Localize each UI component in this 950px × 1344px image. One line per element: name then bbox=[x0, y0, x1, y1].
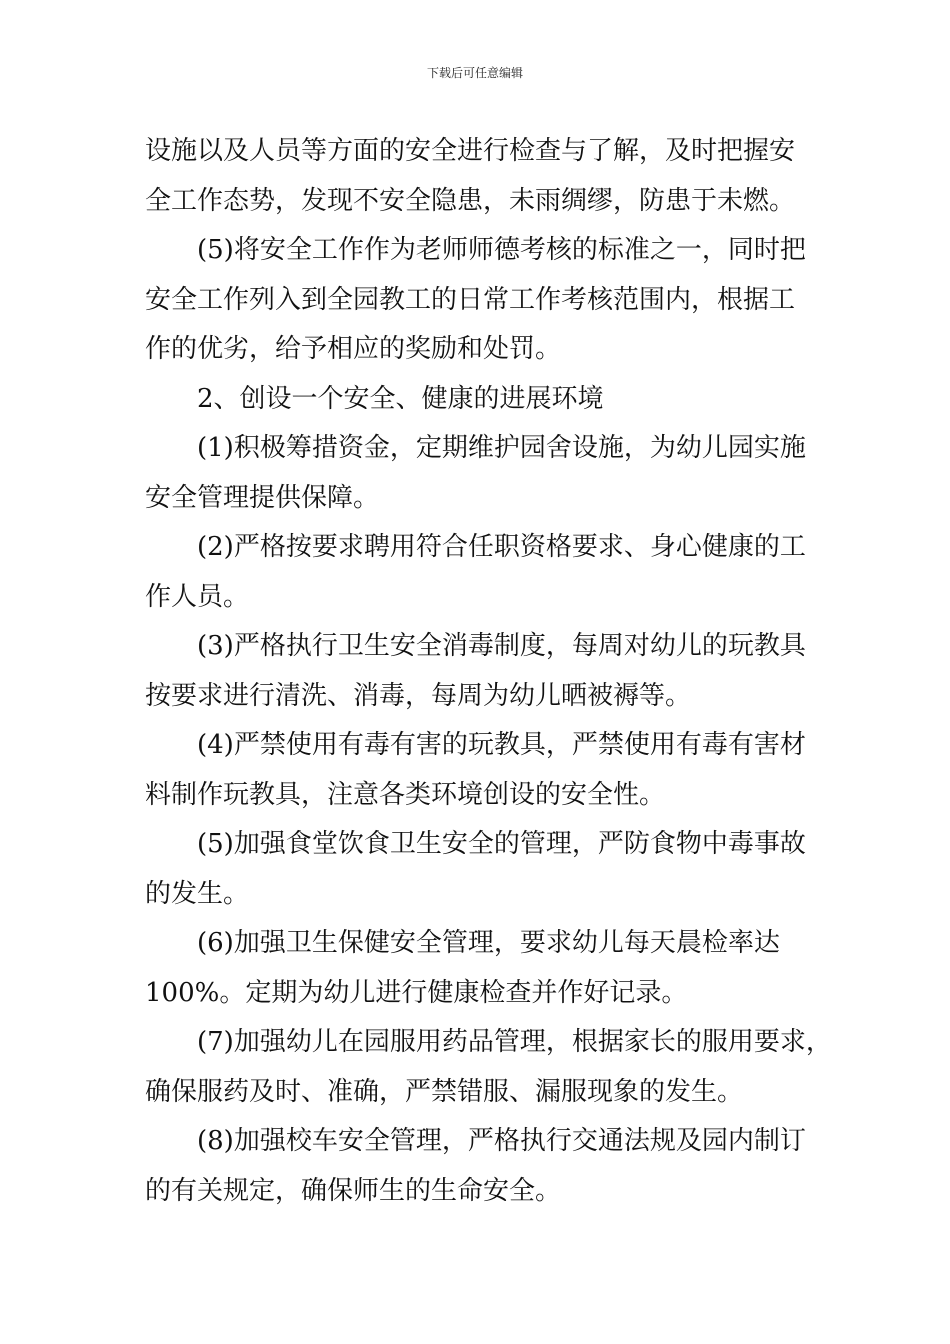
page-header: 下载后可任意编辑 bbox=[426, 66, 523, 80]
text-line: 100%。定期为幼儿进行健康检查并作好记录。 bbox=[145, 977, 688, 1008]
text-line: 安全工作列入到全园教工的日常工作考核范围内，根据工 bbox=[145, 284, 796, 315]
text-line: 全工作态势，发现不安全隐患，未雨绸缪，防患于未燃。 bbox=[145, 185, 796, 216]
text-line: 作的优劣，给予相应的奖励和处罚。 bbox=[145, 334, 562, 364]
text-line: (5)将安全工作作为老师师德考核的标准之一，同时把 bbox=[197, 235, 806, 265]
text-line: 按要求进行清洗、消毒，每周为幼儿晒被褥等。 bbox=[145, 680, 692, 711]
text-line: 安全管理提供保障。 bbox=[145, 482, 380, 513]
text-line: (6)加强卫生保健安全管理，要求幼儿每天晨检率达 bbox=[197, 928, 780, 958]
text-line: (4)严禁使用有毒有害的玩教具，严禁使用有毒有害材 bbox=[197, 730, 806, 760]
text-line: (1)积极筹措资金，定期维护园舍设施，为幼儿园实施 bbox=[197, 433, 806, 463]
text-line: 设施以及人员等方面的安全进行检查与了解，及时把握安 bbox=[145, 136, 796, 166]
text-line: 的发生。 bbox=[145, 878, 250, 909]
section-heading: 2、创设一个安全、健康的进展环境 bbox=[197, 383, 604, 414]
text-line: 的有关规定，确保师生的生命安全。 bbox=[145, 1175, 562, 1206]
text-line: (3)严格执行卫生安全消毒制度，每周对幼儿的玩教具 bbox=[197, 631, 806, 661]
text-line: (7)加强幼儿在园服用药品管理，根据家长的服用要求， bbox=[197, 1027, 832, 1057]
text-line: (8)加强校车安全管理，严格执行交通法规及园内制订 bbox=[197, 1126, 806, 1156]
text-line: 料制作玩教具，注意各类环境创设的安全性。 bbox=[145, 779, 666, 810]
text-line: (2)严格按要求聘用符合任职资格要求、身心健康的工 bbox=[197, 532, 806, 562]
text-line: (5)加强食堂饮食卫生安全的管理，严防食物中毒事故 bbox=[197, 829, 806, 859]
text-line: 确保服药及时、准确，严禁错服、漏服现象的发生。 bbox=[145, 1076, 744, 1107]
text-line: 作人员。 bbox=[145, 581, 250, 612]
document-body bbox=[145, 127, 835, 1216]
